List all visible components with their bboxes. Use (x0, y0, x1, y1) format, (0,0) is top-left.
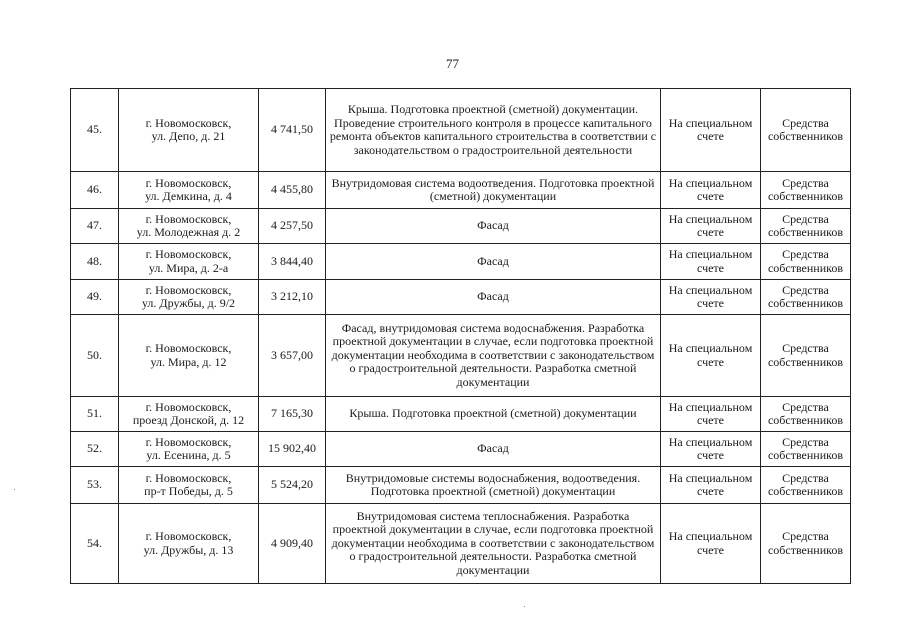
address-city: г. Новомосковск, (145, 434, 232, 449)
row-number: 52. (71, 432, 119, 467)
funding-cell: Средства собственников (761, 280, 851, 315)
address-street: ул. Дружбы, д. 9/2 (141, 296, 236, 310)
address-city: г. Новомосковск, (145, 115, 232, 130)
work-description-cell: Фасад (326, 209, 661, 244)
table-row (71, 315, 851, 397)
account-cell: На специальном счете (661, 504, 761, 584)
address-city: г. Новомосковск, (145, 341, 232, 355)
address-city: г. Новомосковск, (145, 247, 232, 261)
address-cell (119, 280, 259, 315)
account-cell: На специальном счете (661, 89, 761, 172)
area-cell: 15 902,40 (259, 432, 326, 467)
funding-cell: Средства собственников (761, 315, 851, 397)
table-row (71, 432, 851, 467)
area-cell: 4 909,40 (259, 504, 326, 584)
row-number: 51. (71, 397, 119, 432)
funding-cell: Средства собственников (761, 467, 851, 504)
funding-cell: Средства собственников (761, 244, 851, 280)
row-number: 46. (71, 172, 119, 209)
address-cell (119, 315, 259, 397)
row-number: 47. (71, 209, 119, 244)
address-city: г. Новомосковск, (145, 282, 232, 297)
account-cell: На специальном счете (661, 432, 761, 467)
area-cell: 3 212,10 (259, 280, 326, 315)
address-cell (119, 432, 259, 467)
area-cell: 5 524,20 (259, 467, 326, 504)
table-row (71, 89, 851, 172)
account-cell: На специальном счете (661, 172, 761, 209)
table-row (71, 209, 851, 244)
funding-cell: Средства собственников (761, 172, 851, 209)
work-description-cell: Крыша. Подготовка проектной (сметной) документации. Проведение строительного контроля в процессе капитального ремонта объектов капитального строительства в соответствии с законодательством о градостроительной деятельности (326, 89, 661, 172)
funding-cell: Средства собственников (761, 504, 851, 584)
area-cell: 3 844,40 (259, 244, 326, 280)
address-street: ул. Демкина, д. 4 (145, 189, 232, 203)
work-description-cell: Фасад, внутридомовая система водоснабжения. Разработка проектной документации в случае, если подготовка проектной документации необходима в соответствии с законодательством о градостроительной деятельности. Разработка сметной документации (326, 315, 661, 397)
work-description-cell: Фасад (326, 432, 661, 467)
table-row (71, 244, 851, 280)
account-cell: На специальном счете (661, 315, 761, 397)
row-number: 45. (71, 89, 119, 172)
area-cell: 4 741,50 (259, 89, 326, 172)
funding-cell: Средства собственников (761, 397, 851, 432)
address-cell (119, 209, 259, 244)
address-street: ул. Мира, д. 2-а (148, 260, 229, 275)
address-cell (119, 504, 259, 584)
row-number: 54. (71, 504, 119, 584)
work-description-cell: Фасад (326, 280, 661, 315)
funding-cell: Средства собственников (761, 209, 851, 244)
table-row (71, 397, 851, 432)
area-cell: 3 657,00 (259, 315, 326, 397)
table-row (71, 280, 851, 315)
row-number: 53. (71, 467, 119, 504)
address-street: ул. Молодежная д. 2 (136, 225, 241, 239)
work-description-cell: Крыша. Подготовка проектной (сметной) документации (326, 397, 661, 432)
account-cell: На специальном счете (661, 397, 761, 432)
address-cell (119, 172, 259, 209)
row-number: 48. (71, 244, 119, 280)
address-city: г. Новомосковск, (145, 211, 232, 226)
page-number: 77 (446, 56, 459, 71)
area-cell: 4 455,80 (259, 172, 326, 209)
address-cell (119, 467, 259, 504)
address-cell (119, 397, 259, 432)
capital-repair-table (70, 88, 851, 584)
table-row (71, 504, 851, 584)
account-cell: На специальном счете (661, 244, 761, 280)
row-number: 49. (71, 280, 119, 315)
scan-speck (524, 606, 525, 607)
address-city: г. Новомосковск, (145, 175, 232, 190)
funding-cell: Средства собственников (761, 89, 851, 172)
address-street: ул. Есенина, д. 5 (146, 448, 231, 462)
work-description-cell: Фасад (326, 244, 661, 280)
account-cell: На специальном счете (661, 209, 761, 244)
area-cell: 7 165,30 (259, 397, 326, 432)
address-cell (119, 244, 259, 280)
work-description-cell: Внутридомовые системы водоснабжения, водоотведения. Подготовка проектной (сметной) документации (326, 467, 661, 504)
address-street: ул. Мира, д. 12 (150, 354, 227, 369)
address-city: г. Новомосковск, (145, 470, 232, 485)
work-description-cell: Внутридомовая система теплоснабжения. Разработка проектной документации в случае, если подготовка проектной документации необходима в соответствии с законодательством о градостроительной деятельности. Разработка сметной документации (326, 504, 661, 584)
account-cell: На специальном счете (661, 467, 761, 504)
address-cell (119, 89, 259, 172)
address-street: пр-т Победы, д. 5 (144, 484, 233, 498)
table-row (71, 467, 851, 504)
work-description-cell: Внутридомовая система водоотведения. Подготовка проектной (сметной) документации (326, 172, 661, 209)
address-street: ул. Депо, д. 21 (151, 129, 226, 143)
area-cell: 4 257,50 (259, 209, 326, 244)
row-number: 50. (71, 315, 119, 397)
funding-cell: Средства собственников (761, 432, 851, 467)
address-street: ул. Дружбы, д. 13 (143, 542, 234, 557)
table-row (71, 172, 851, 209)
address-city: г. Новомосковск, (145, 529, 232, 543)
scan-speck (14, 489, 15, 490)
address-city: г. Новомосковск, (145, 399, 232, 414)
address-street: проезд Донской, д. 12 (132, 413, 245, 427)
account-cell: На специальном счете (661, 280, 761, 315)
